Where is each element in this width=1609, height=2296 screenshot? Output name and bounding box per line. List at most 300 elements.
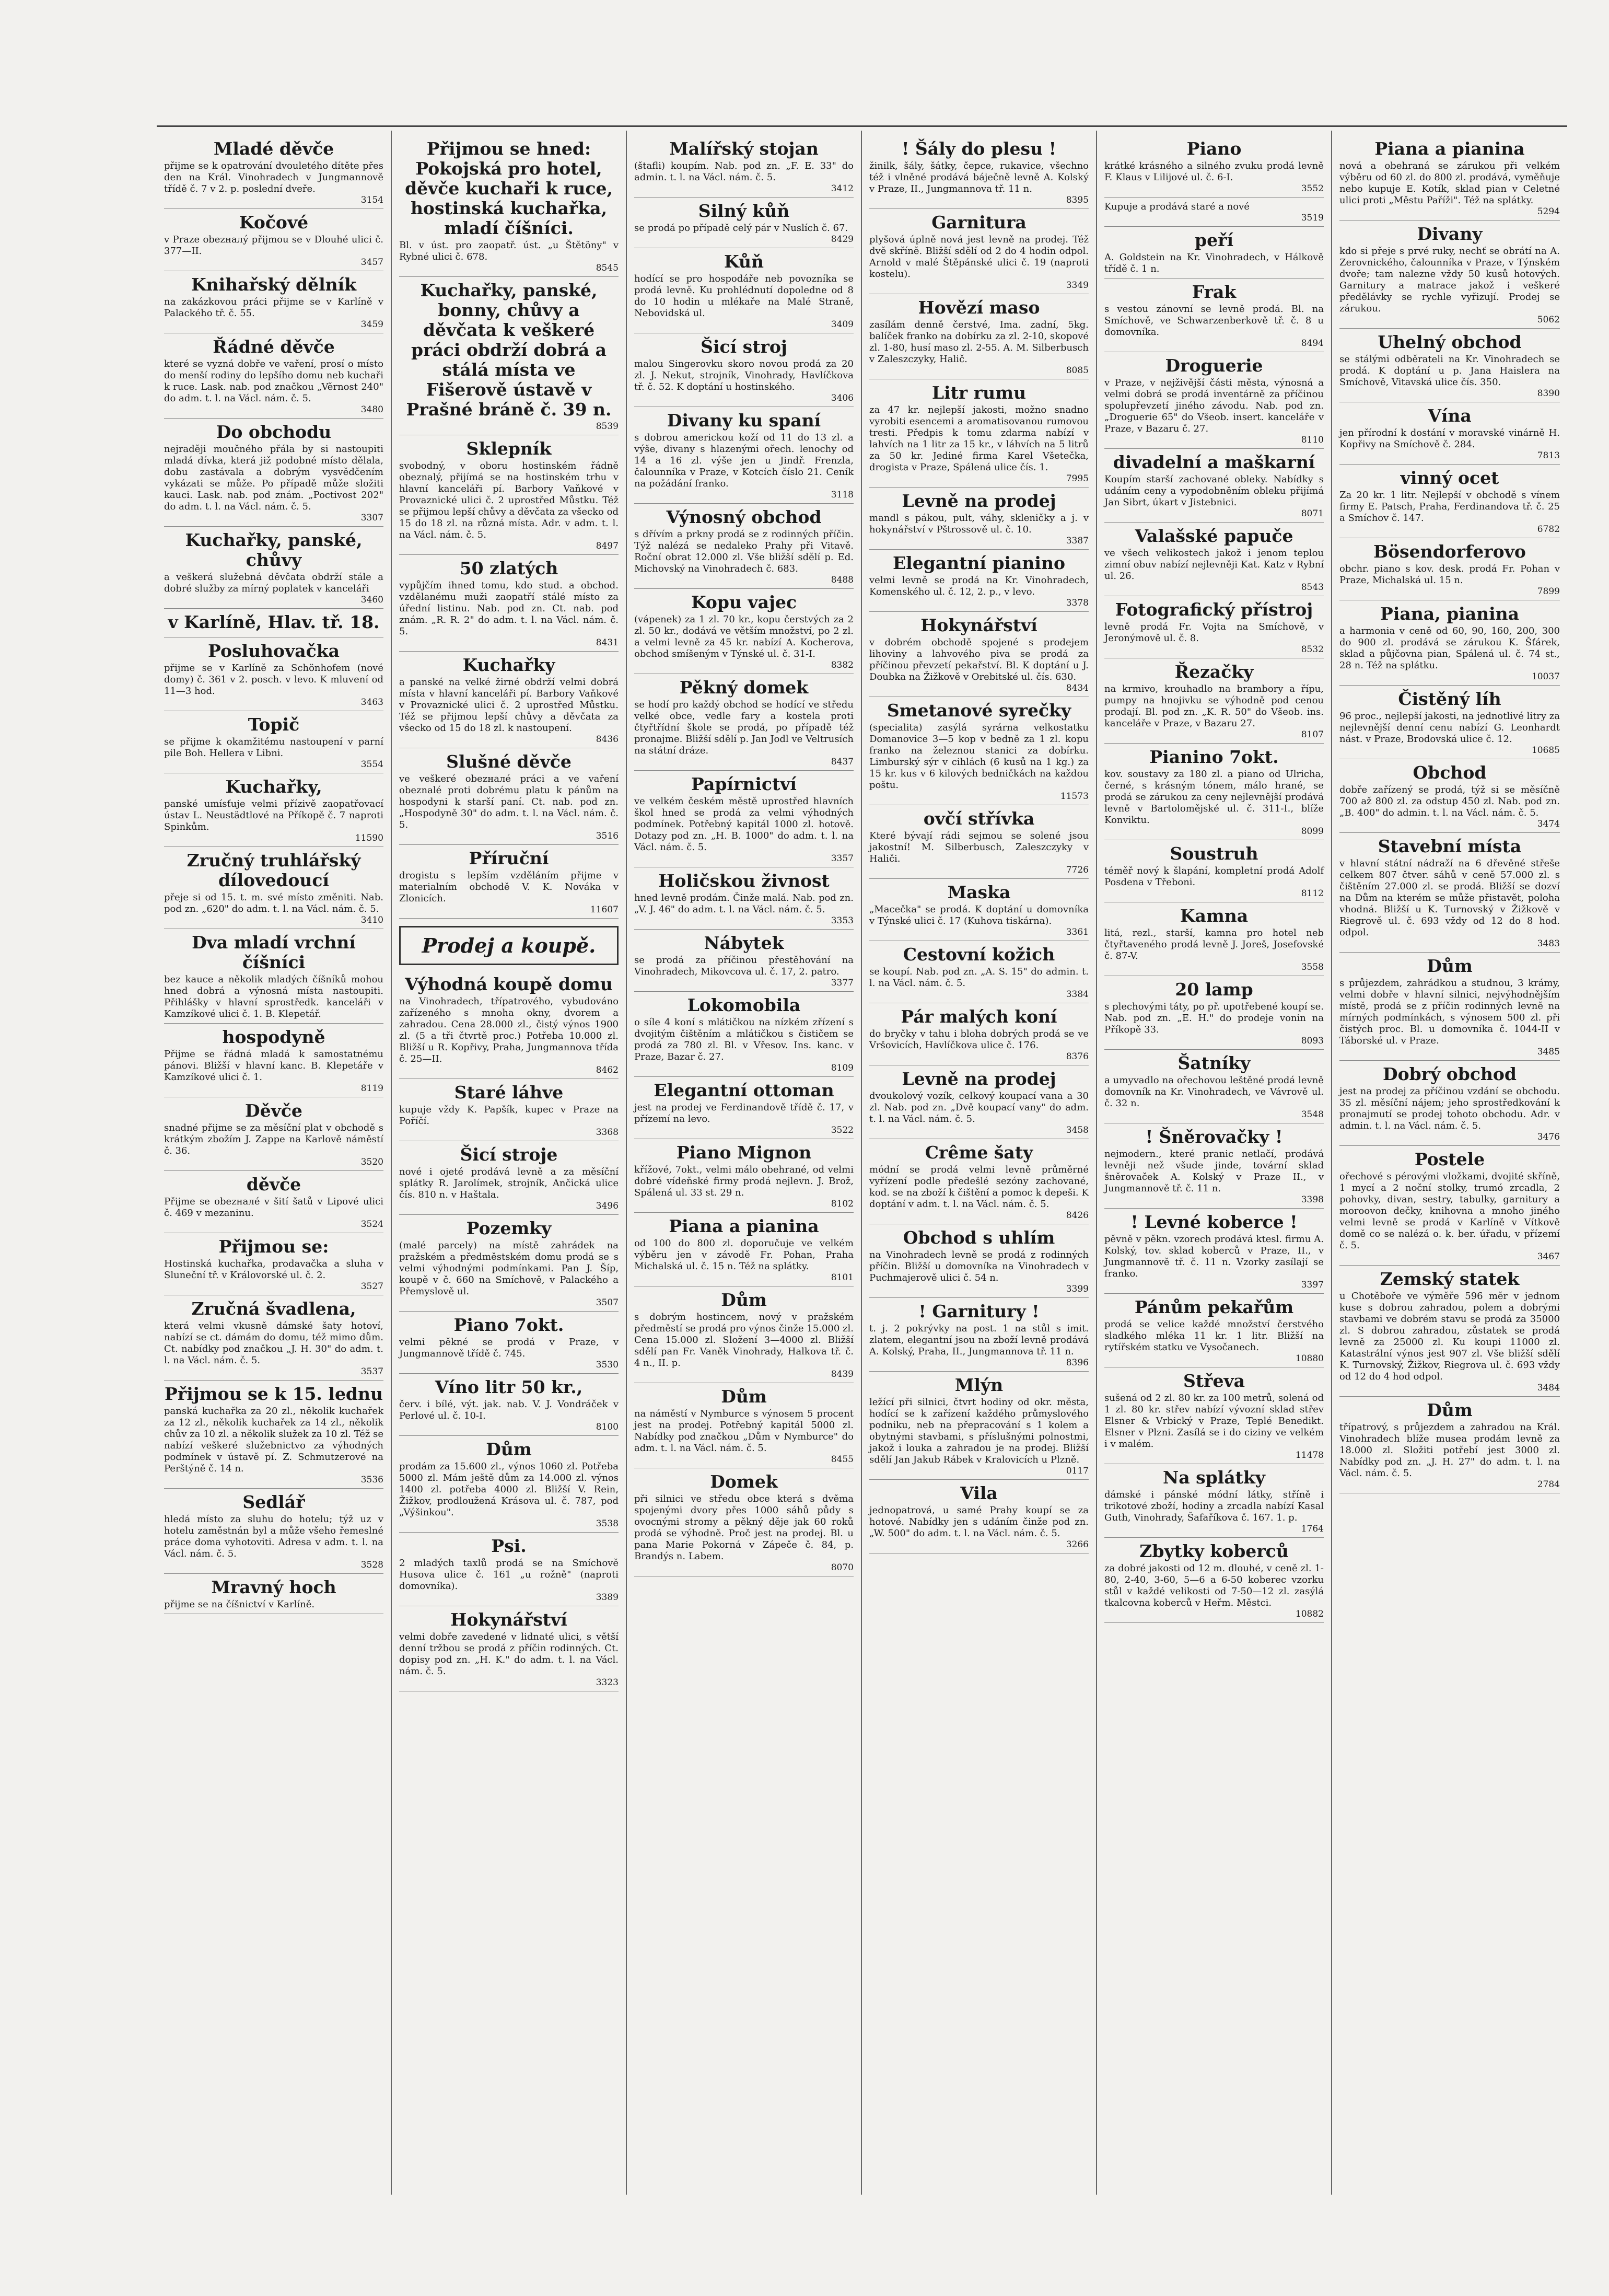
ad-number: 6782 xyxy=(1537,524,1560,535)
ad-title: Přijmou se: xyxy=(218,1236,329,1257)
classified-ad xyxy=(1104,137,1324,198)
classified-ad xyxy=(164,137,383,209)
classified-ad xyxy=(164,1490,383,1574)
ad-body: kupuje vždy K. Papšík, kupec v Praze na Poříčí. xyxy=(399,1104,619,1127)
ad-title: ! Garnitury ! xyxy=(918,1301,1040,1321)
ad-number: 3323 xyxy=(596,1677,619,1688)
ad-number: 5294 xyxy=(1537,206,1560,217)
classified-ad xyxy=(869,943,1089,1003)
ad-title: Litr rumu xyxy=(931,382,1027,403)
ad-title: Divany ku spaní xyxy=(667,410,821,431)
ad-title: Kopu vajec xyxy=(691,592,797,612)
classified-ad xyxy=(1339,761,1560,833)
ad-title: Elegantní ottoman xyxy=(654,1080,834,1100)
ad-title: Postele xyxy=(1414,1149,1485,1169)
classified-ad xyxy=(1104,904,1324,976)
ad-body: pěvně v pěkn. vzorech prodává ktesl. firmu A. Kolský, tov. sklad koberců v Praze, II., v Jungmannově tř. č. 11 n. Vzorky zasílají se franko. xyxy=(1104,1234,1324,1279)
ad-number: 3406 xyxy=(831,393,854,403)
ad-number: 3552 xyxy=(1301,183,1324,194)
classified-ad xyxy=(1104,228,1324,279)
ad-body: na krmivo, krouhadlo na brambory a řípu, pumpy na hnojivku se výhodně pod cenou prodají. Bl. pod zn. „K. R. 50" do Všeob. ins. kanceláře v Praze, v Bazaru 27. xyxy=(1104,683,1324,729)
ad-title: děvče xyxy=(246,1174,301,1195)
ad-number: 10685 xyxy=(1531,745,1560,756)
ad-title: Psi. xyxy=(491,1536,527,1556)
ad-title: Soustruh xyxy=(1170,843,1258,864)
classified-ad xyxy=(634,250,854,333)
ad-body: mandl s pákou, pult, váhy, skleničky a j. v hokynářství v Pštrossově ul. č. 10. xyxy=(869,513,1089,535)
ad-number: 3118 xyxy=(831,490,854,500)
ad-number: 5062 xyxy=(1537,315,1560,325)
ad-body: křížové, 7okt., velmi málo obehrané, od velmi dobré vídeňské firmy prodá nejlevn. J. Brož, Spálená ul. 33 st. 29 n. xyxy=(634,1164,854,1198)
ad-body: hodící se pro hospodáře neb povozníka se prodá levně. Ku prohlédnutí dopoledne od 8 do 10 hodin u mlékaře na Malé Straně, Nebovidská ul. xyxy=(634,273,854,319)
ad-title: Výhodná koupě domu xyxy=(405,974,613,994)
ad-number: 8112 xyxy=(1301,888,1324,899)
classified-ad xyxy=(399,137,619,277)
ad-title: vinný ocet xyxy=(1400,468,1499,488)
ad-title: Piano Mignon xyxy=(676,1142,812,1163)
column-1 xyxy=(157,131,392,2195)
ad-number: 8532 xyxy=(1301,644,1324,655)
classified-ad xyxy=(399,437,619,555)
ad-number: 8101 xyxy=(831,1272,854,1283)
column-3 xyxy=(627,131,862,2195)
classified-ad xyxy=(869,551,1089,612)
ad-body: Které bývají rádi sejmou se solené jsou jakostní! M. Silberbusch, Zaleszczyky v Haliči. xyxy=(869,830,1089,864)
ad-number: 7899 xyxy=(1537,586,1560,597)
ad-title: Pianino 7okt. xyxy=(1149,747,1279,767)
ad-number: 3460 xyxy=(360,595,383,605)
ad-number: 11573 xyxy=(1060,791,1089,802)
classified-ad xyxy=(399,750,619,845)
ad-title: Holičskou živnost xyxy=(658,871,830,891)
classified-ad xyxy=(1339,540,1560,600)
ad-body: třípatrový, s průjezdem a zahradou na Král. Vinohradech blíže musea prodám levně za 18.000 zl. Složiti potřebí jest 3000 zl. Nabídky pod zn. „J. H. 27" do adm. t. l. na Václ. nám. č. 5. xyxy=(1339,1422,1560,1479)
ad-number: 8119 xyxy=(360,1083,383,1094)
ad-title: Posluhovačka xyxy=(208,641,340,661)
ad-number: 3485 xyxy=(1537,1047,1560,1057)
ad-title: Kamna xyxy=(1180,906,1249,926)
ad-body: přijme se v Karlíně za Schönhofem (nové domy) č. 361 v 2. posch. v levo. K mluvení od 11—3 hod. xyxy=(164,663,383,697)
classified-ad xyxy=(869,880,1089,941)
classified-ad xyxy=(164,713,383,773)
ad-number: 3357 xyxy=(831,853,854,864)
classified-ad xyxy=(634,1288,854,1383)
ad-number: 11590 xyxy=(355,833,383,843)
ad-title: Levně na prodej xyxy=(902,491,1056,511)
ad-number: 10880 xyxy=(1295,1353,1324,1364)
ad-body: 2 mladých taxlů prodá se na Smíchově Husova ulice č. 161 „u rožně" (naproti domovníka). xyxy=(399,1558,619,1592)
ad-body: kdo si přeje s prvé ruky, nechť se obrátí na A. Zerovnického, čalounníka v Praze, v Týnském dvoře; tam nalezne vždy 50 kusů hotových. Garnitury a matrace jakož i veškeré předělávky se rychle vyřizují. Prodej se zárukou. xyxy=(1339,246,1560,314)
ad-number: 3361 xyxy=(1066,927,1089,937)
ad-body: velmi dobře zavedené v lidnaté ulici, s větší denní tržbou se prodá z příčin rodinných. Ct. dopisy pod zn. „H. K." do adm. t. l. na Václ. nám. č. 5. xyxy=(399,1631,619,1677)
classified-ad xyxy=(1339,834,1560,953)
ad-title: Levně na prodej xyxy=(902,1069,1056,1089)
ad-title: ! Šněrovačky ! xyxy=(1145,1127,1283,1147)
ad-body: nová a obehraná se zárukou při velkém výběru od 60 zl. do 800 zl. prodává, vyměňuje nebo kupuje E. Kotík, sklad pian v Celetné ulici proti „Městu Paříži". Též na splátky. xyxy=(1339,160,1560,206)
ad-body: nové i ojeté prodává levně a za měsíční splátky R. Jarolímek, strojník, Ančická ulice čís. 810 n. v Haštala. xyxy=(399,1166,619,1200)
ad-body: drogistu s lepším vzděláním přijme v materialním obchodě V. K. Nováka v Zlonicích. xyxy=(399,870,619,904)
ad-title: Zbytky koberců xyxy=(1139,1541,1289,1561)
ad-body: se přijme k okamžitému nastoupení v parní pile Boh. Hellera v Libni. xyxy=(164,736,383,759)
ad-title: Malířský stojan xyxy=(669,138,819,159)
ad-number: 3480 xyxy=(360,404,383,415)
ad-number: 8110 xyxy=(1301,435,1324,445)
classified-ad xyxy=(1339,137,1560,221)
ad-body: sušená od 2 zl. 80 kr. za 100 metrů, solená od 1 zl. 80 kr. střev nabízí vývozní sklad střev Elsner & Vrbický v Praze, Teplé Benedikt. Elsner v Plzni. Zasílá se i do ciziny ve velkém i v malém. xyxy=(1104,1393,1324,1450)
ad-number: 3266 xyxy=(1066,1539,1089,1550)
classified-ad xyxy=(869,489,1089,550)
ad-number: 8437 xyxy=(831,757,854,767)
classified-ad xyxy=(399,1313,619,1374)
ad-number: 3527 xyxy=(360,1281,383,1292)
classified-ad xyxy=(1339,1062,1560,1146)
ad-number: 8100 xyxy=(596,1422,619,1432)
ad-number: 8455 xyxy=(831,1454,854,1465)
ad-body: žinilk, šály, šátky, čepce, rukavice, všechno též i vlněné prodává báječně levně A. Kolský v Praze, II., Jungmannova tř. 11 n. xyxy=(869,160,1089,194)
ad-title: Do obchodu xyxy=(216,422,332,442)
ad-body: panské umísťuje velmi přízivě zaopatřovací ústav L. Neustädtlové na Příkopě č. 7 naproti Spinkům. xyxy=(164,798,383,832)
ad-body: od 100 do 800 zl. doporučuje ve velkém výběru jen v závodě Fr. Pohan, Praha Michalská ul. č. 15 n. Též na splátky. xyxy=(634,1238,854,1272)
classified-ad xyxy=(164,610,383,637)
classified-ad xyxy=(634,676,854,771)
ad-title: Sklepník xyxy=(466,438,552,459)
ad-title: ! Levné koberce ! xyxy=(1130,1212,1298,1232)
ad-number: 8085 xyxy=(1066,365,1089,376)
ad-number: 3474 xyxy=(1537,819,1560,829)
ad-title: Vila xyxy=(960,1483,998,1503)
ad-body: nejraději moučného přála by si nastoupiti mladá dívka, která již podobné místo dělala, dobu zastávala a dobrým vysvědčením vykázati se může. Po případě může složiti kauci. Lask. nab. pod znám. „Poctivost 202" do adm. t. l. na Václ. nám. č. 5. xyxy=(164,444,383,512)
classified-columns xyxy=(157,131,1567,2195)
ad-title: Mlýn xyxy=(954,1375,1004,1395)
ad-title: Slušné děvče xyxy=(446,751,572,772)
classified-ad xyxy=(1104,1295,1324,1367)
ad-title: Dům xyxy=(486,1439,532,1459)
ad-body: Za 20 kr. 1 litr. Nejlepší v obchodě s vínem firmy E. Patsch, Praha, Ferdinandova tř. č. 25 a Smíchov č. 147. xyxy=(1339,490,1560,524)
ad-body: velmi levně se prodá na Kr. Vinohradech, Komenského ul. č. 12, 2. p., v levo. xyxy=(869,575,1089,597)
ad-title: Sedlář xyxy=(242,1492,305,1512)
classified-ad xyxy=(1104,842,1324,902)
ad-number: 8396 xyxy=(1066,1358,1089,1368)
ad-body: a veškerá služebná děvčata obdrží stále a dobré služby za mírný poplatek v kanceláři xyxy=(164,572,383,594)
ad-title: Dobrý obchod xyxy=(1382,1064,1517,1084)
ad-number: 10037 xyxy=(1531,671,1560,682)
ad-title: Dům xyxy=(721,1290,767,1310)
ad-number: 0117 xyxy=(1066,1466,1089,1476)
ad-number: 11478 xyxy=(1295,1450,1324,1460)
classified-ad xyxy=(869,211,1089,294)
classified-ad xyxy=(634,335,854,407)
classified-ad xyxy=(399,1375,619,1436)
ad-number: 3387 xyxy=(1066,536,1089,546)
ad-number: 3399 xyxy=(1066,1284,1089,1294)
ad-body: téměř nový k šlapání, kompletní prodá Adolf Posdena v Třeboni. xyxy=(1104,865,1324,888)
classified-ad xyxy=(164,1099,383,1171)
classified-ad xyxy=(869,613,1089,697)
ad-body: panská kuchařka za 20 zl., několik kuchařek za 12 zl., několik kuchařek za 14 zl., několik chův za 10 zl. a několik služek za 10 zl. Též se nabízí veškeré služebnictvo za výhodných podmínek v ústavě pí. Z. Schmutzerové na Perštýně č. 14 n. xyxy=(164,1406,383,1474)
ad-title: Maska xyxy=(947,882,1011,902)
classified-ad xyxy=(1104,1210,1324,1294)
ad-number: 3538 xyxy=(596,1518,619,1529)
ad-body: za dobré jakosti od 12 m. dlouhé, v ceně zl. 1-80, 2-40, 3-60, 5—6 a 6-50 koberec vzorku stůl v každé velikosti od 7-50—12 zl. zasýlá tkalcovna koberců v Heřm. Městci. xyxy=(1104,1563,1324,1608)
top-rule xyxy=(157,125,1567,127)
ad-number: 3458 xyxy=(1066,1125,1089,1135)
ad-title: Dva mladí vrchní číšníci xyxy=(192,932,356,972)
classified-ad xyxy=(1339,687,1560,759)
ad-number: 3467 xyxy=(1537,1251,1560,1262)
ad-body: se hodí pro každý obchod se hodící ve středu velké obce, vedle fary a kostela proti čtyřtřídní škole se prodá, po případě též pronajme. Bližší sdělí p. Jan Jodl ve Veltrusích na státní dráze. xyxy=(634,699,854,756)
ad-title: 50 zlatých xyxy=(459,558,558,578)
classified-ad xyxy=(164,1297,383,1381)
ad-body: na náměstí v Nymburce s výnosem 5 procent jest na prodej. Potřebný kapitál 5000 zl. Nabídky pod značkou „Dům v Nymburce" do adm. t. l. na Václ. nám. č. 5. xyxy=(634,1408,854,1454)
classified-ad xyxy=(869,1067,1089,1139)
ad-title: Střeva xyxy=(1183,1371,1245,1391)
ad-body: u Chotěboře ve výměře 596 měr v jednom kuse s dobrou zahradou, polem a dobrými stavbami ve dobrém stavu se prodá za 35000 zl. S dobrou zahradou, zůstatek se prodá levně za 25000 zl. Ku koupi 11000 zl. Katastrální výnos jest 907 zl. Vše bližší sdělí K. Turnovský, Žižkov, Riegrova ul. č. 693 vždy od 12 do 4 hod odpol. xyxy=(1339,1291,1560,1382)
classified-ad xyxy=(1339,222,1560,329)
ad-number: 3507 xyxy=(596,1297,619,1308)
ad-number: 8099 xyxy=(1301,826,1324,837)
ad-number: 8071 xyxy=(1301,508,1324,519)
ad-title: Dům xyxy=(1427,1400,1473,1420)
classified-ad xyxy=(634,993,854,1077)
ad-body: plyšová úplně nová jest levně na prodej. Též dvě skříně. Bližší sdělí od 2 do 4 hodin odpol. Arnold v malé Štěpánské ulici č. 19 (naproti kostelu). xyxy=(869,234,1089,280)
ad-number: 3353 xyxy=(831,915,854,926)
ad-number: 3484 xyxy=(1537,1383,1560,1393)
ad-title: Vína xyxy=(1428,405,1472,426)
classified-ad xyxy=(634,1079,854,1139)
classified-ad xyxy=(164,849,383,929)
ad-number: 8395 xyxy=(1066,195,1089,205)
classified-ad xyxy=(1104,524,1324,596)
ad-body: přijme se k opatrování dvouletého dítěte přes den na Král. Vinohradech v Jungmannově třídě č. 7 v 2. p. poslední dveře. xyxy=(164,160,383,194)
ad-number: 7813 xyxy=(1537,450,1560,461)
classified-ad xyxy=(399,556,619,652)
ad-number: 2784 xyxy=(1537,1479,1560,1490)
ad-number: 8436 xyxy=(596,734,619,745)
ad-body: krátké krásného a silného zvuku prodá levně F. Klaus v Lilijové ul. č. 6-I. xyxy=(1104,160,1324,183)
ad-title: Kuchařky, panské, chůvy xyxy=(185,530,363,570)
ad-body: přeje si od 15. t. m. své místo změniti. Nab. pod zn. „620" do adm. t. l. na Václ. nám. č. 5. xyxy=(164,892,383,914)
ad-body: přijme se na číšnictví v Karlíně. xyxy=(164,1599,315,1610)
ad-title: Knihařský dělník xyxy=(191,274,357,295)
ad-body: Přijme se řádná mladá k samostatnému pánovi. Bližší v hlavní kanc. B. Klepetáře v Kamzíkové ulici č. 1. xyxy=(164,1049,383,1083)
ad-number: 3483 xyxy=(1537,938,1560,949)
ad-number: 8107 xyxy=(1301,729,1324,740)
ad-body: módní se prodá velmi levně průměrné vyřízení podle předešlé sezóny zachované, kod. se na zboží k čištění a pomoc k depeši. K doptání v adm. t. l. na Václ. nám. č. 5. xyxy=(869,1164,1089,1210)
classified-ad xyxy=(634,1385,854,1468)
ad-body: obchr. piano s kov. desk. prodá Fr. Pohan v Praze, Michalská ul. 15 n. xyxy=(1339,563,1560,586)
section-heading: Prodej a koupě. xyxy=(399,926,619,965)
ad-body: která velmi vkusně dámské šaty hotoví, nabízí se ct. dámám do domu, též mimo dům. Ct. nabídky pod značkou „J. H. 30" do adm. t. l. na Václ. nám. č. 5. xyxy=(164,1320,383,1366)
classified-ad xyxy=(869,1481,1089,1553)
ad-body: a panské na velké žirné obdrží velmi dobrá místa v hlavní kanceláři pí. Barbory Vaňkové v Provaznické ulici č. 2 uprostřed Můstku. Též se přijmou lepší chůvy a děvčata za všecko od 15 do 18 zl. k nastoupení. xyxy=(399,677,619,734)
ad-title: Čistěný líh xyxy=(1398,689,1501,709)
classified-ad xyxy=(869,1141,1089,1224)
ad-number: 8093 xyxy=(1301,1036,1324,1046)
classified-ad xyxy=(1104,1125,1324,1209)
ad-number: 3410 xyxy=(360,915,383,925)
ad-number: 3496 xyxy=(596,1201,619,1211)
ad-body: na zakázkovou práci přijme se v Karlíně v Palackého tř. č. 55. xyxy=(164,296,383,319)
classified-ad xyxy=(634,931,854,992)
ad-number: 3558 xyxy=(1301,962,1324,972)
ad-number: 3368 xyxy=(596,1127,619,1138)
ad-title: Přijmou se k 15. lednu xyxy=(165,1384,383,1404)
classified-ad xyxy=(634,1470,854,1576)
ad-body: se prodá za příčinou přestěhování na Vinohradech, Mikovcova ul. č. 17, 2. patro. xyxy=(634,955,854,977)
classified-ad xyxy=(399,1437,619,1533)
ad-body: Koupím starší zachované obleky. Nabídky s udáním ceny a vypodobněním obleku přijímá Jan Sibrt, úkart v Jistebnici. xyxy=(1104,474,1324,508)
classified-ad xyxy=(1104,199,1324,227)
classified-ad xyxy=(1104,978,1324,1050)
ad-title: Mravný hoch xyxy=(211,1577,336,1597)
ad-title: Piano xyxy=(1186,138,1242,159)
classified-ad xyxy=(634,1141,854,1213)
ad-title: Zemský statek xyxy=(1380,1269,1520,1289)
ad-number: 3349 xyxy=(1066,280,1089,291)
classified-ad xyxy=(1104,280,1324,352)
ad-number: 8429 xyxy=(831,234,854,245)
ad-number: 8439 xyxy=(831,1369,854,1379)
ad-body: dámské i pánské módní látky, stříně i trikotové zboží, hodiny a zrcadla nabízí Kasal Guth, Vinohrady, Šafaříkova č. 167. 1. p. xyxy=(1104,1489,1324,1523)
ad-title: Šatníky xyxy=(1177,1053,1251,1073)
ad-number: 3307 xyxy=(360,513,383,523)
ad-body: jest na prodej ve Ferdinandově třídě č. 17, v přízemí na levo. xyxy=(634,1102,854,1124)
classified-ad xyxy=(1104,450,1324,523)
ad-number: 3459 xyxy=(360,319,383,330)
ad-number: 8434 xyxy=(1066,683,1089,693)
ad-title: Piana, pianina xyxy=(1380,604,1519,624)
ad-number: 3524 xyxy=(360,1219,383,1230)
ad-body: s dobrým hostincem, nový v pražském předměstí se prodá pro výnos činže 15.000 zl. Cena 15.000 zl. Složení 3—4000 zl. Bližší sdělí pan Fr. Vaněk Vinohrady, Halkova tř. č. 4 n., II. p. xyxy=(634,1312,854,1369)
ad-number: 8545 xyxy=(596,263,619,273)
ad-body: malou Singerovku skoro novou prodá za 20 zl. J. Nekut, strojník, Vinohrady, Havlíčkova tř. č. 52. K doptání u hostinského. xyxy=(634,358,854,392)
classified-ad xyxy=(634,409,854,504)
classified-ad xyxy=(164,1025,383,1097)
ad-number: 8488 xyxy=(831,575,854,585)
ad-body: Přijme se obezналé v šití šatů v Lipové ulici č. 469 v mezaninu. xyxy=(164,1196,383,1219)
ad-title: Uhelný obchod xyxy=(1378,332,1522,352)
ad-number: 3398 xyxy=(1301,1195,1324,1205)
ad-title: Pěkný domek xyxy=(679,677,809,698)
ad-title: Šicí stroje xyxy=(460,1144,558,1165)
ad-number: 11607 xyxy=(590,905,619,915)
ad-body: A. Goldstein na Kr. Vinohradech, v Hálkově třídě č. 1 n. xyxy=(1104,252,1324,274)
classified-ad xyxy=(164,1173,383,1233)
ad-title: Víno litr 50 kr., xyxy=(435,1377,583,1397)
classified-ad xyxy=(634,505,854,589)
ad-number: 8390 xyxy=(1537,388,1560,399)
ad-number: 8462 xyxy=(596,1065,619,1075)
ad-title: Nábytek xyxy=(704,933,784,953)
ad-number: 1764 xyxy=(1301,1524,1324,1534)
ad-title: Pár malých koní xyxy=(901,1006,1057,1027)
ad-number: 3520 xyxy=(360,1157,383,1167)
ad-number: 3397 xyxy=(1301,1280,1324,1290)
ad-title: Dům xyxy=(721,1386,767,1407)
ad-title: Frak xyxy=(1192,282,1237,302)
ad-body: se prodá po případě celý pár v Nuslích č. 67. xyxy=(634,223,848,234)
ad-title: Piana a pianina xyxy=(669,1216,819,1236)
ad-body: při silnici ve středu obce která s dvěma spojenými dvory přes 1000 sáhů půdy s ovocnými stromy a pěkný děje jak 60 roků prodá se výhodně. Proč jest na prodej. Bl. u pana Marie Pokorná v Zápeče č. 84, p. Brandýs n. Labem. xyxy=(634,1493,854,1562)
ad-body: a umyvadlo na ořechovou leštěné prodá levně domovník na Kr. Vinohradech, ve Vávrově ul. č. 32 n. xyxy=(1104,1075,1324,1109)
classified-ad xyxy=(869,296,1089,379)
classified-ad xyxy=(1339,330,1560,402)
ad-title: divadelní a maškarní xyxy=(1113,452,1315,472)
ad-title: Hovězí maso xyxy=(918,297,1040,318)
classified-ad xyxy=(869,137,1089,209)
ad-body: ve velkém českém městě uprostřed hlavních škol hned se prodá za velmi výhodných podmínek. Potřebný kapitál 1000 zl. hotově. Dotazy pod zn. „H. B. 1000" do adm. t. l. na Václ. nám. č. 5. xyxy=(634,796,854,853)
ad-body: snadné přijme se za měsíční plat v obchodě s krátkým zbožím J. Zappe na Karlově náměstí č. 36. xyxy=(164,1122,383,1156)
ad-body: s dřívím a prkny prodá se z rodinných příčin. Týž nalézá se nedaleko Prahy při Vitavě. Roční obrat 12.000 zl. Vše bližší sdělí p. Ed. Michovský na Vinohradech č. 683. xyxy=(634,529,854,574)
ad-number: 3554 xyxy=(360,759,383,770)
ad-title: Kůň xyxy=(724,251,764,272)
ad-body: v Praze, v nejživější části města, výnosná a velmi dobrá se prodá inventárně za příčinou spolupřevzetí jiného závodu. Nab. pod zn. „Droguerie 65" do Všeob. insert. kanceláře v Praze, v Bazaru č. 27. xyxy=(1104,377,1324,434)
ad-number: 7995 xyxy=(1066,473,1089,484)
ad-title: Pozemky xyxy=(466,1218,552,1238)
ad-number: 3537 xyxy=(360,1366,383,1377)
classified-ad xyxy=(164,528,383,609)
classified-ad xyxy=(164,211,383,271)
ad-title: Řezačky xyxy=(1174,662,1254,682)
classified-ad xyxy=(399,1216,619,1312)
ad-title: Řádné děvče xyxy=(213,337,335,357)
ad-body: jest na prodej za příčinou vzdání se obchodu. 35 zl. měsíční nájem; jeho sprostředkování k pronajmutí se prodej tohoto obchodu. Adr. v admin. t. l. na Václ. nám. č. 5. xyxy=(1339,1086,1560,1131)
ad-body: (malé parcely) na místě zahrádek na pražském a předměstském domu prodá se s velmi výhodnými podmínkami. Pan J. Šíp, koupě v č. 660 na Smíchově, v Palackého a Přemyslově ul. xyxy=(399,1240,619,1297)
classified-ad xyxy=(869,807,1089,879)
classified-ad xyxy=(634,199,854,248)
ad-body: hned levně prodám. Činže malá. Nab. pod zn. „V. J. 46" do adm. t. l. na Václ. nám. č. 5. xyxy=(634,892,854,915)
ad-body: s plechovými táty, po př. upotřebené koupí se. Nab. pod zn. „E. H." do prodeje vonin na Příkopě 33. xyxy=(1104,1001,1324,1035)
ad-title: Kuchařky, xyxy=(225,776,322,797)
classified-ad xyxy=(399,1608,619,1691)
classified-ad xyxy=(634,869,854,930)
classified-ad xyxy=(1104,1369,1324,1464)
ad-title: Děvče xyxy=(245,1100,302,1121)
classified-ad xyxy=(869,699,1089,805)
ad-number: 3530 xyxy=(596,1360,619,1370)
ad-title: Zručná švadlena, xyxy=(191,1298,356,1319)
ad-title: Stavební místa xyxy=(1378,836,1522,856)
classified-ad xyxy=(1104,745,1324,840)
ad-body: svobodný, v oboru hostinském řádně obeznalý, přijímá se na hostinském trhu v hlavní kanceláři pí. Barbory Vaňkové v Provaznické ulici č. 2 uprostřed Můstku. Též se přijmou lepší chůvy a děvčata za všecko od 15 do 18 zl. na různá místa. Adr. v adm. t. l. na Václ. nám. č. 5. xyxy=(399,460,619,540)
ad-number: 3409 xyxy=(831,319,854,330)
ad-body: jen přírodní k dostání v moravské vinárně H. Kopřivy na Smíchově č. 284. xyxy=(1339,427,1560,450)
ad-number: 8426 xyxy=(1066,1210,1089,1221)
ad-body: v Praze obezналý přijmou se v Dlouhé ulici č. 377—II. xyxy=(164,234,383,257)
classified-ad xyxy=(1339,1267,1560,1397)
classified-ad xyxy=(1104,1539,1324,1623)
ad-title: Výnosný obchod xyxy=(666,507,822,527)
ad-title: Domek xyxy=(710,1471,778,1492)
ad-title: Příruční xyxy=(469,848,549,868)
ad-number: 3412 xyxy=(831,183,854,194)
ad-title: ovčí střívka xyxy=(923,808,1035,829)
classified-ad xyxy=(1104,1051,1324,1123)
ad-number: 8543 xyxy=(1301,582,1324,593)
ad-title: 20 lamp xyxy=(1175,979,1253,1000)
ad-body: Bl. v úst. pro zaopatř. úst. „u Štětöny" v Rybné ulici č. 678. xyxy=(399,240,619,262)
ad-body: 96 proc., nejlepší jakosti, na jednotlivé litry za nejlevnější denní cenu nabízí G. Leonhardt nást. v Praze, Brodovská ulice č. 12. xyxy=(1339,711,1560,745)
column-4 xyxy=(862,131,1097,2195)
ad-body: na Vinohradech, třípatrového, vybudováno zařízeného s mnoha okny, dvorem a zahradou. Cena 28.000 zl., čistý výnos 1900 zl. (5 a tři čtvrtě proc.) Potřeba 10.000 zl. Bližší u R. Kopřivy, Praha, Jungmannova třída č. 25—II. xyxy=(399,996,619,1064)
ad-number: 8070 xyxy=(831,1562,854,1573)
ad-number: 8382 xyxy=(831,660,854,670)
ad-body: s dobrou americkou koží od 11 do 13 zl. a výše, divany s hlazenými ořech. lenochy od 14 a 16 zl. výše jen u Jindř. Frenzla, čalounníka v Praze, v Kotcích číslo 21. Ceník na požádání franko. xyxy=(634,432,854,489)
ad-title: Papírnictví xyxy=(691,774,797,794)
ad-body: s průjezdem, zahrádkou a studnou, 3 krámy, velmi dobře v hlavní silnici, nejvýhodnějším místě, prodá se z příčin rodinných levně na mírných podmínkách, s výnosem 500 zl. při čistých proc. Bl. u domovníka č. 1044-II v Táborské ul. v Praze. xyxy=(1339,978,1560,1046)
classified-ad xyxy=(164,273,383,333)
ad-body: t. j. 2 pokrývky na post. 1 na stůl s imit. zlatem, elegantní jsou na zboží levně prodává A. Kolský, Praha, II., Jungmannova tř. 11 n. xyxy=(869,1323,1089,1357)
